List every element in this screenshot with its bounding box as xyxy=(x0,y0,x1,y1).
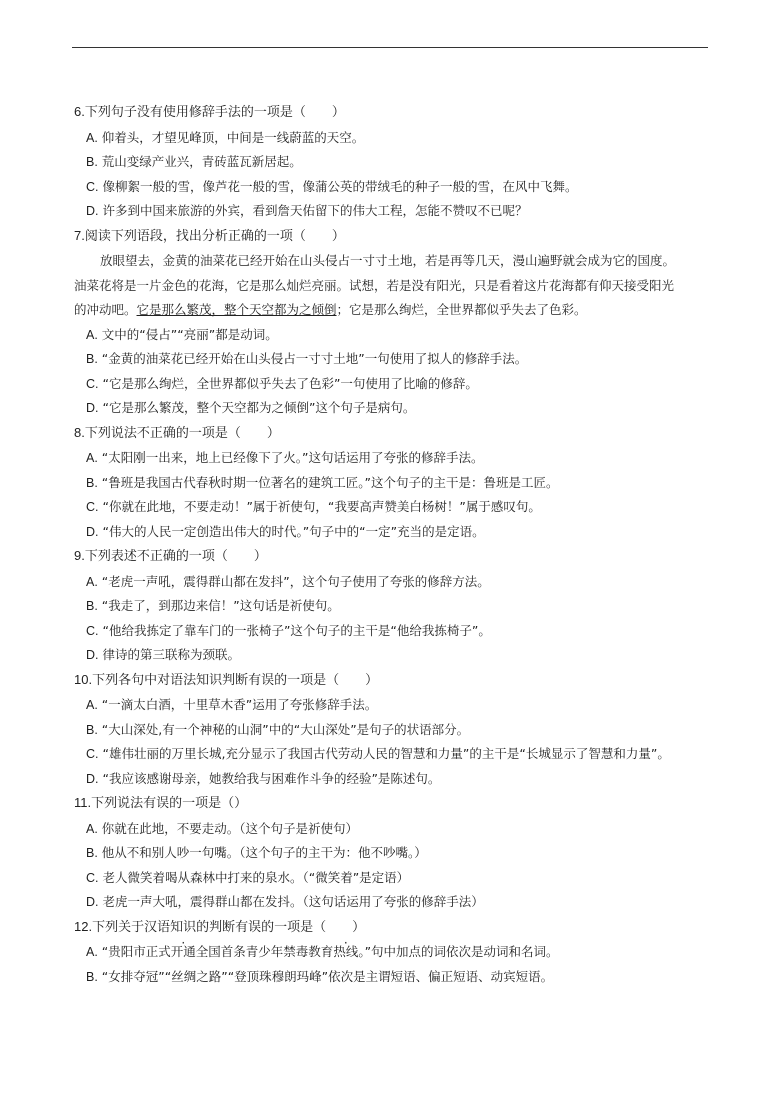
question-10-option-c: C. “雄伟壮丽的万里长城,充分显示了我国古代劳动人民的智慧和力量”的主干是“长城显示了智慧和力量”。 xyxy=(86,746,670,761)
dotted-word-1: 开通 xyxy=(170,944,196,959)
question-10-stem: 10.下列各句中对语法知识判断有误的一项是（ ） xyxy=(74,671,379,688)
question-6-option-c: C. 像柳絮一般的雪，像芦花一般的雪，像蒲公英的带绒毛的种子一般的雪，在风中飞舞。 xyxy=(86,178,578,194)
question-7-option-c: C. “它是那么绚烂，全世界都似乎失去了色彩”一句使用了比喻的修辞。 xyxy=(86,375,478,391)
question-6-option-b: B. 荒山变绿产业兴，青砖蓝瓦新居起。 xyxy=(86,154,302,169)
question-12-stem: 12.下列关于汉语知识的判断有误的一项是（ ） xyxy=(74,918,366,935)
question-7-option-a: A. 文中的“侵占”“亮丽”都是动词。 xyxy=(86,326,278,342)
question-7-stem: 7.阅读下列语段，找出分析正确的一项（ ） xyxy=(74,227,345,244)
question-11-option-b: B. 他从不和别人吵一句嘴。（这个句子的主干为：他不吵嘴。） xyxy=(86,845,427,860)
header-rule xyxy=(72,47,708,48)
question-7-option-d: D. “它是那么繁茂，整个天空都为之倾倒”这个句子是病句。 xyxy=(86,400,416,415)
dotted-word-2: 热线 xyxy=(333,944,359,959)
question-10-option-b: B. “大山深处,有一个神秘的山洞”中的“大山深处”是句子的状语部分。 xyxy=(86,721,470,737)
question-10-option-a: A. “一滴太白酒，十里草木香”运用了夸张修辞手法。 xyxy=(86,697,378,712)
question-12-option-a: A. “贵阳市正式开通全国首条青少年禁毒教育热线。”句中加点的词依次是动词和名词。 xyxy=(86,944,559,959)
question-11-stem: 11.下列说法有误的一项是（） xyxy=(74,795,248,811)
question-9-stem: 9.下列表述不正确的一项（ ） xyxy=(74,548,267,564)
question-8-option-a: A. “太阳刚一出来，地上已经像下了火。”这句话运用了夸张的修辞手法。 xyxy=(86,450,484,465)
underlined-sentence: 它是那么繁茂，整个天空都为之倾倒 xyxy=(136,302,337,317)
question-8-option-c: C. “你就在此地，不要走动！”属于祈使句，“我要高声赞美白杨树！”属于感叹句。 xyxy=(86,499,541,514)
question-9-option-c: C. “他给我拣定了靠车门的一张椅子”这个句子的主干是“他给我拣椅子”。 xyxy=(86,622,491,638)
question-11-option-a: A. 你就在此地，不要走动。（这个句子是祈使句） xyxy=(86,820,359,836)
question-9-option-b: B. “我走了，到那边来信！”这句话是祈使句。 xyxy=(86,598,340,613)
question-7-option-b: B. “金黄的油菜花已经开始在山头侵占一寸寸土地”一句使用了拟人的修辞手法。 xyxy=(86,351,528,366)
question-8-option-d: D. “伟大的人民一定创造出伟大的时代。”句子中的“一定”充当的是定语。 xyxy=(86,523,485,539)
question-11-option-d: D. 老虎一声大吼，震得群山都在发抖。（这句话运用了夸张的修辞手法） xyxy=(86,894,484,909)
question-6-option-a: A. 仰着头，才望见峰顶，中间是一线蔚蓝的天空。 xyxy=(86,129,365,145)
question-list xyxy=(74,100,714,989)
question-8-option-b: B. “鲁班是我国古代春秋时期一位著名的建筑工匠。”这个句子的主干是：鲁班是工匠。 xyxy=(86,474,559,490)
question-6-stem: 6.下列句子没有使用修辞手法的一项是（ ） xyxy=(74,104,345,120)
question-9-option-d: D. 律诗的第三联称为颈联。 xyxy=(86,647,240,662)
question-9-option-a: A. “老虎一声吼，震得群山都在发抖”，这个句子使用了夸张的修辞方法。 xyxy=(86,573,490,589)
question-8-stem: 8.下列说法不正确的一项是（ ） xyxy=(74,424,280,441)
question-12-option-b: B. “女排夺冠”“丝绸之路”“登顶珠穆朗玛峰”依次是主谓短语、偏正短语、动宾短语。 xyxy=(86,968,554,984)
question-6-option-d: D. 许多到中国来旅游的外宾，看到詹天佑留下的伟大工程，怎能不赞叹不已呢？ xyxy=(86,203,528,218)
question-10-option-d: D. “我应该感谢母亲，她教给我与困难作斗争的经验”是陈述句。 xyxy=(86,770,441,786)
question-11-option-c: C. 老人微笑着喝从森林中打来的泉水。（“微笑着”是定语） xyxy=(86,869,410,885)
question-7-passage: 放眼望去，金黄的油菜花已经开始在山头侵占一寸寸土地，若是再等几天，漫山遍野就会成为它的国度。油菜花将是一片金色的花海，它是那么灿烂亮丽。试想，若是没有阳光，只是看着这片花海都有仰天接受阳光的冲动吧。它是那么繁茂，整个天空都为之倾倒；它是那么绚烂，全世界都似乎失去了色彩。 xyxy=(74,253,676,317)
